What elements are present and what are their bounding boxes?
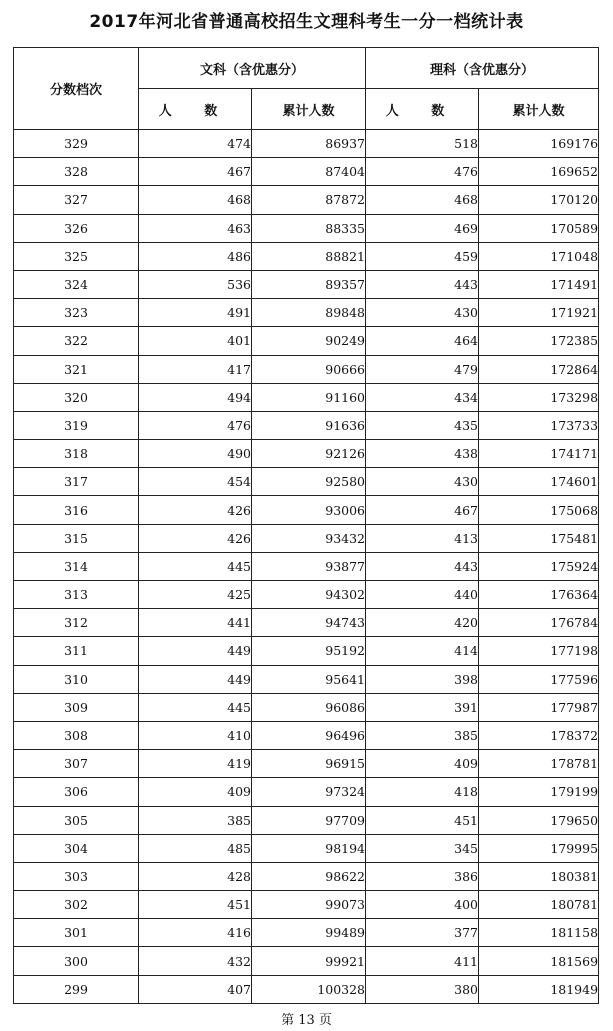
score-cell: 309 (14, 693, 139, 721)
arts-count-cell: 426 (139, 496, 252, 524)
score-cell: 325 (14, 242, 139, 270)
page-number: 第 13 页 (281, 1013, 332, 1028)
science-cumulative-cell: 180381 (479, 862, 599, 890)
arts-cumulative-cell: 88821 (252, 242, 366, 270)
score-cell: 300 (14, 947, 139, 975)
score-cell: 310 (14, 665, 139, 693)
science-count-cell: 409 (366, 750, 479, 778)
arts-count-cell: 486 (139, 242, 252, 270)
arts-cumulative-cell: 86937 (252, 130, 366, 158)
arts-cumulative-cell: 87872 (252, 186, 366, 214)
table-row (14, 609, 599, 637)
science-count-cell: 420 (366, 609, 479, 637)
science-count-cell: 438 (366, 440, 479, 468)
score-cell: 314 (14, 552, 139, 580)
arts-count-cell: 494 (139, 383, 252, 411)
score-cell: 308 (14, 721, 139, 749)
arts-cumulative-cell: 92126 (252, 440, 366, 468)
arts-count-cell: 449 (139, 665, 252, 693)
arts-cumulative-cell: 87404 (252, 158, 366, 186)
arts-cumulative-cell: 97324 (252, 778, 366, 806)
arts-count-cell: 432 (139, 947, 252, 975)
arts-cumulative-cell: 94302 (252, 581, 366, 609)
science-cumulative-cell: 170120 (479, 186, 599, 214)
table-row (14, 186, 599, 214)
science-count-cell: 459 (366, 242, 479, 270)
arts-cumulative-cell: 93006 (252, 496, 366, 524)
table-row (14, 270, 599, 298)
arts-count-cell: 401 (139, 327, 252, 355)
table-row (14, 130, 599, 158)
arts-count-cell: 416 (139, 919, 252, 947)
science-count-cell: 440 (366, 581, 479, 609)
score-cell: 305 (14, 806, 139, 834)
science-count-cell: 418 (366, 778, 479, 806)
arts-cumulative-cell: 90666 (252, 355, 366, 383)
arts-count-cell: 454 (139, 468, 252, 496)
science-cumulative-cell: 176784 (479, 609, 599, 637)
table-row (14, 440, 599, 468)
score-cell: 312 (14, 609, 139, 637)
arts-cumulative-cell: 94743 (252, 609, 366, 637)
science-cumulative-cell: 179995 (479, 834, 599, 862)
science-cumulative-cell: 170589 (479, 214, 599, 242)
science-cumulative-cell: 180781 (479, 891, 599, 919)
science-cumulative-cell: 169176 (479, 130, 599, 158)
table-row (14, 693, 599, 721)
science-cumulative-cell: 175068 (479, 496, 599, 524)
science-count-cell: 451 (366, 806, 479, 834)
science-count-cell: 467 (366, 496, 479, 524)
table-row (14, 242, 599, 270)
science-count-cell: 468 (366, 186, 479, 214)
science-cumulative-cell: 175924 (479, 552, 599, 580)
page-title: 2017年河北省普通高校招生文理科考生一分一档统计表 (89, 12, 524, 32)
arts-count-cell: 445 (139, 693, 252, 721)
science-cumulative-cell: 175481 (479, 524, 599, 552)
table-row (14, 750, 599, 778)
score-cell: 324 (14, 270, 139, 298)
arts-cumulative-cell: 92580 (252, 468, 366, 496)
science-count-cell: 434 (366, 383, 479, 411)
science-cumulative-cell: 174171 (479, 440, 599, 468)
table-body (14, 130, 599, 1004)
science-cumulative-cell: 177198 (479, 637, 599, 665)
science-cumulative-cell: 181949 (479, 975, 599, 1003)
table-row (14, 806, 599, 834)
arts-cumulative-cell: 96496 (252, 721, 366, 749)
score-cell: 326 (14, 214, 139, 242)
arts-cumulative-cell: 89848 (252, 299, 366, 327)
arts-cumulative-cell: 89357 (252, 270, 366, 298)
table-row (14, 834, 599, 862)
header-science-group: 理科（含优惠分） (366, 48, 599, 89)
science-cumulative-cell: 172385 (479, 327, 599, 355)
science-count-cell: 443 (366, 270, 479, 298)
header-science-count: 人 数 (366, 89, 479, 130)
table-row (14, 355, 599, 383)
science-cumulative-cell: 172864 (479, 355, 599, 383)
arts-count-cell: 407 (139, 975, 252, 1003)
score-cell: 323 (14, 299, 139, 327)
science-count-cell: 464 (366, 327, 479, 355)
score-cell: 304 (14, 834, 139, 862)
header-science-cumulative: 累计人数 (479, 89, 599, 130)
science-cumulative-cell: 181158 (479, 919, 599, 947)
science-count-cell: 398 (366, 665, 479, 693)
table-row (14, 862, 599, 890)
science-count-cell: 435 (366, 411, 479, 439)
arts-count-cell: 476 (139, 411, 252, 439)
science-cumulative-cell: 171491 (479, 270, 599, 298)
science-cumulative-cell: 177987 (479, 693, 599, 721)
arts-cumulative-cell: 99921 (252, 947, 366, 975)
score-cell: 329 (14, 130, 139, 158)
arts-count-cell: 425 (139, 581, 252, 609)
arts-cumulative-cell: 97709 (252, 806, 366, 834)
arts-count-cell: 536 (139, 270, 252, 298)
arts-cumulative-cell: 88335 (252, 214, 366, 242)
score-cell: 301 (14, 919, 139, 947)
arts-cumulative-cell: 90249 (252, 327, 366, 355)
table-row (14, 975, 599, 1003)
arts-cumulative-cell: 95192 (252, 637, 366, 665)
header-arts-group: 文科（含优惠分） (139, 48, 366, 89)
arts-count-cell: 409 (139, 778, 252, 806)
arts-cumulative-cell: 100328 (252, 975, 366, 1003)
science-cumulative-cell: 171048 (479, 242, 599, 270)
science-cumulative-cell: 173733 (479, 411, 599, 439)
arts-count-cell: 441 (139, 609, 252, 637)
science-count-cell: 443 (366, 552, 479, 580)
arts-count-cell: 426 (139, 524, 252, 552)
science-count-cell: 430 (366, 468, 479, 496)
science-cumulative-cell: 181569 (479, 947, 599, 975)
score-cell: 316 (14, 496, 139, 524)
table-row (14, 637, 599, 665)
score-cell: 307 (14, 750, 139, 778)
score-cell: 321 (14, 355, 139, 383)
score-cell: 327 (14, 186, 139, 214)
science-count-cell: 380 (366, 975, 479, 1003)
header-score-band: 分数档次 (14, 48, 139, 130)
arts-cumulative-cell: 99073 (252, 891, 366, 919)
table-row (14, 327, 599, 355)
arts-cumulative-cell: 91636 (252, 411, 366, 439)
table-row (14, 919, 599, 947)
score-cell: 317 (14, 468, 139, 496)
score-cell: 328 (14, 158, 139, 186)
arts-cumulative-cell: 98194 (252, 834, 366, 862)
table-row (14, 411, 599, 439)
science-cumulative-cell: 179650 (479, 806, 599, 834)
table-row (14, 552, 599, 580)
science-cumulative-cell: 174601 (479, 468, 599, 496)
science-cumulative-cell: 178372 (479, 721, 599, 749)
arts-count-cell: 385 (139, 806, 252, 834)
science-count-cell: 469 (366, 214, 479, 242)
score-cell: 299 (14, 975, 139, 1003)
arts-count-cell: 491 (139, 299, 252, 327)
science-count-cell: 400 (366, 891, 479, 919)
arts-cumulative-cell: 93877 (252, 552, 366, 580)
arts-count-cell: 428 (139, 862, 252, 890)
arts-count-cell: 467 (139, 158, 252, 186)
score-cell: 303 (14, 862, 139, 890)
arts-cumulative-cell: 91160 (252, 383, 366, 411)
science-count-cell: 518 (366, 130, 479, 158)
science-count-cell: 391 (366, 693, 479, 721)
arts-count-cell: 485 (139, 834, 252, 862)
arts-count-cell: 451 (139, 891, 252, 919)
score-cell: 319 (14, 411, 139, 439)
arts-count-cell: 490 (139, 440, 252, 468)
table-row (14, 581, 599, 609)
science-cumulative-cell: 173298 (479, 383, 599, 411)
table-row (14, 947, 599, 975)
arts-count-cell: 410 (139, 721, 252, 749)
science-count-cell: 413 (366, 524, 479, 552)
table-row (14, 524, 599, 552)
arts-count-cell: 419 (139, 750, 252, 778)
score-distribution-table (13, 47, 599, 1004)
science-count-cell: 476 (366, 158, 479, 186)
score-cell: 302 (14, 891, 139, 919)
table-row (14, 383, 599, 411)
table-row (14, 665, 599, 693)
science-count-cell: 479 (366, 355, 479, 383)
arts-cumulative-cell: 98622 (252, 862, 366, 890)
score-cell: 318 (14, 440, 139, 468)
header-arts-count: 人 数 (139, 89, 252, 130)
science-count-cell: 430 (366, 299, 479, 327)
score-cell: 311 (14, 637, 139, 665)
score-cell: 315 (14, 524, 139, 552)
science-cumulative-cell: 176364 (479, 581, 599, 609)
arts-count-cell: 417 (139, 355, 252, 383)
science-cumulative-cell: 178781 (479, 750, 599, 778)
arts-cumulative-cell: 99489 (252, 919, 366, 947)
table-row (14, 721, 599, 749)
table-row (14, 158, 599, 186)
arts-count-cell: 468 (139, 186, 252, 214)
science-count-cell: 345 (366, 834, 479, 862)
arts-count-cell: 474 (139, 130, 252, 158)
score-cell: 306 (14, 778, 139, 806)
science-cumulative-cell: 179199 (479, 778, 599, 806)
table-row (14, 299, 599, 327)
header-arts-cumulative: 累计人数 (252, 89, 366, 130)
arts-cumulative-cell: 96086 (252, 693, 366, 721)
table-row (14, 891, 599, 919)
table-row (14, 214, 599, 242)
arts-count-cell: 445 (139, 552, 252, 580)
table-row (14, 468, 599, 496)
arts-count-cell: 449 (139, 637, 252, 665)
science-count-cell: 414 (366, 637, 479, 665)
science-count-cell: 377 (366, 919, 479, 947)
arts-cumulative-cell: 95641 (252, 665, 366, 693)
arts-cumulative-cell: 93432 (252, 524, 366, 552)
science-cumulative-cell: 169652 (479, 158, 599, 186)
science-count-cell: 385 (366, 721, 479, 749)
science-count-cell: 386 (366, 862, 479, 890)
table-row (14, 778, 599, 806)
arts-count-cell: 463 (139, 214, 252, 242)
science-cumulative-cell: 171921 (479, 299, 599, 327)
science-count-cell: 411 (366, 947, 479, 975)
table-row (14, 496, 599, 524)
arts-cumulative-cell: 96915 (252, 750, 366, 778)
score-cell: 313 (14, 581, 139, 609)
science-cumulative-cell: 177596 (479, 665, 599, 693)
score-cell: 320 (14, 383, 139, 411)
score-cell: 322 (14, 327, 139, 355)
